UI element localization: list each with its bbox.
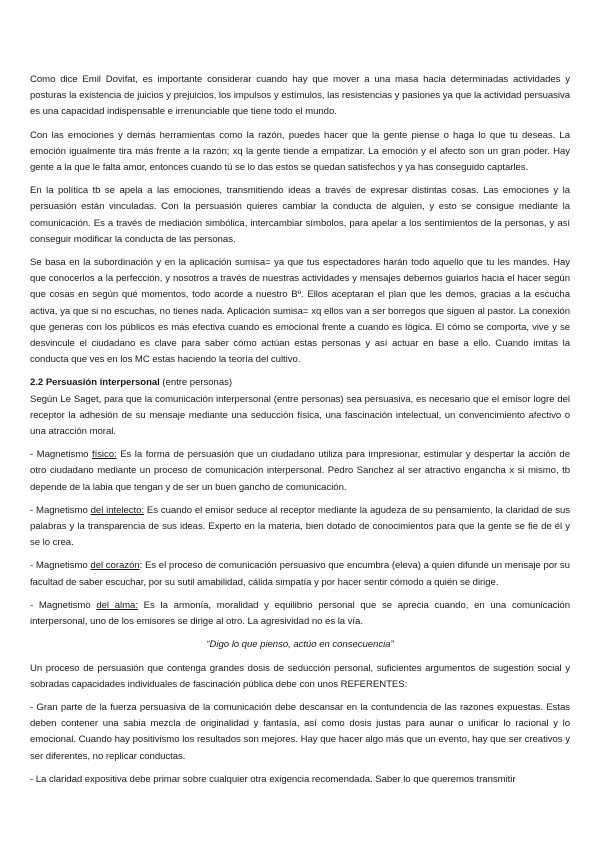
paragraph-fuerza-persuasiva: - Gran parte de la fuerza persuasiva de la comunicación debe descansar en la contundencia de las razones expuestas. Estas deben contener una sabia mezcla de originalidad y fantasía, así como dosis justas para aunar o unificar lo racional y lo emocional. Cuando hay positivismo los resultados son mejores. Hay que hacer algo más que un evento, hay que ser creativos y ser diferentes, no replicar conductas.	[30, 701, 570, 762]
item-term: del intelecto:	[90, 504, 145, 516]
paragraph-emociones: Con las emociones y demás herramientas como la razón, puedes hacer que la gente piense o haga lo que tu deseas. La emoción igualmente tira más frente a la razón; xq la gente tiende a empatizar. La emoción y el afecto son un gran poder. Hay gente a la que le falta amor, entonces cuando tú se lo das estos se quedan satisfechos y ya has conseguido captarles.	[30, 129, 570, 174]
item-term: del corazón	[90, 560, 140, 572]
magnetismo-fisico	[30, 447, 570, 496]
item-prefix: - Magnetismo	[30, 599, 97, 611]
item-prefix: - Magnetismo	[30, 449, 92, 461]
item-term: físico:	[91, 449, 117, 461]
item-prefix: - Magnetismo	[30, 560, 91, 572]
paragraph-referentes: Un proceso de persuasión que contenga grandes dosis de seducción personal, suficientes argumentos de sugestión social y sobradas capacidades individuales de fascinación pública debe con unos REFERENTES:	[30, 662, 570, 690]
item-prefix: - Magnetismo	[30, 504, 91, 516]
magnetismo-intelecto	[30, 503, 570, 552]
magnetismo-corazon	[30, 558, 570, 590]
item-text: Es cuando el emisor seduce al receptor mediante la agudeza de su pensamiento, la claridad de sus palabras y la transparencia de sus ideas. Experto en la materia, bien dotado de conocimientos para que la gente se fie de él y se lo crea.	[30, 504, 571, 549]
item-text: : Es el proceso de comunicación persuasivo que encumbra (eleva) a quien difunde un mensaje por su facultad de saber escuchar, por su sutil amabilidad, cálida simpatía y por hacer sentir cómodo a quién se dirige.	[30, 560, 570, 588]
item-text: Es la armonía, moralidad y equilibrio personal que se aprecia cuando, en una comunicación interpersonal, uno de los emisores se dirige al otro. La agresividad no es la vía.	[30, 599, 571, 628]
document-page	[30, 72, 570, 795]
section-title: Persuasión interpersonal	[45, 377, 160, 389]
item-text: Es la forma de persuasión que un ciudadano utiliza para impresionar, estimular y despertar la acción de otro ciudadano mediante un proceso de comunicación interpersonal. Pedro Sanchez al ser atractivo engancha x si mismo, tb depende de la labia que tengan y de ser un buen gancho de comunicación.	[30, 449, 570, 493]
paragraph-politica: En la política tb se apela a las emociones, transmitiendo ideas a través de expresar distintas cosas. Las emociones y la persuasión están vinculadas. Con la persuasión quieres cambiar la conducta de alguien, y esto se consigue mediante la comunicación. Es a través de mediación simbólica, intercambiar símbolos, para apelar a los sentimientos de la personas, y así conseguir modificar la conducta de las personas.	[30, 185, 570, 245]
paragraph-le-saget: Según Le Saget, para que la comunicación interpersonal (entre personas) sea persuasiva, es necesario que el emisor logre del receptor la adhesión de su mensaje mediante una seducción física, una fascinación intelectual, un convencimiento afectivo o una atracción moral.	[30, 393, 570, 438]
paragraph-subordinacion: Se basa en la subordinación y en la aplicación sumisa= ya que tus espectadores harán todo aquello que tu les mandes. Hay que conocerlos a la perfección, y nosotros a través de nuestras actividades y mensajes debemos guiarlos hacia el hacer según que cosas en según qué momentos, todo acorde a nuestro Bº. Ellos aceptaran el plan que les demos, gracias a la escucha activa, ya que si no escuchas, no tienes nada. Aplicación sumisa= xq ellos van a ser borregos que siguen al pastor. La conexión que generas con los públicos es más efectiva cuando es emocional frente a cuando es lógica. El cómo se comporta, vive y se desvincule el ciudadano es clave para saber cómo actúan estas personas y así actuar en base a ello. Cuando imitas la conducta que ves en los MC estas haciendo la teoría del cultivo.	[30, 257, 570, 366]
quote: “Digo lo que pienso, actúo en consecuencia”	[206, 639, 394, 651]
item-term: del alma:	[96, 599, 138, 611]
section-subtitle: (entre personas)	[162, 377, 232, 389]
section-number: 2.2	[30, 377, 44, 389]
paragraph-claridad: - La claridad expositiva debe primar sobre cualquier otra exigencia recomendada. Saber lo que queremos transmitir	[30, 773, 516, 785]
magnetismo-alma	[30, 598, 570, 630]
section-heading	[30, 375, 570, 391]
paragraph-dovifat: Como dice Emil Dovifat, es importante considerar cuando hay que mover a una masa hacia determinadas actividades y posturas la existencia de juicios y prejuicios, los impulsos y estímulos, las resistencias y pasiones ya que la actividad persuasiva es una capacidad indispensable e irrenunciable que tiene todo el mundo.	[30, 74, 570, 118]
